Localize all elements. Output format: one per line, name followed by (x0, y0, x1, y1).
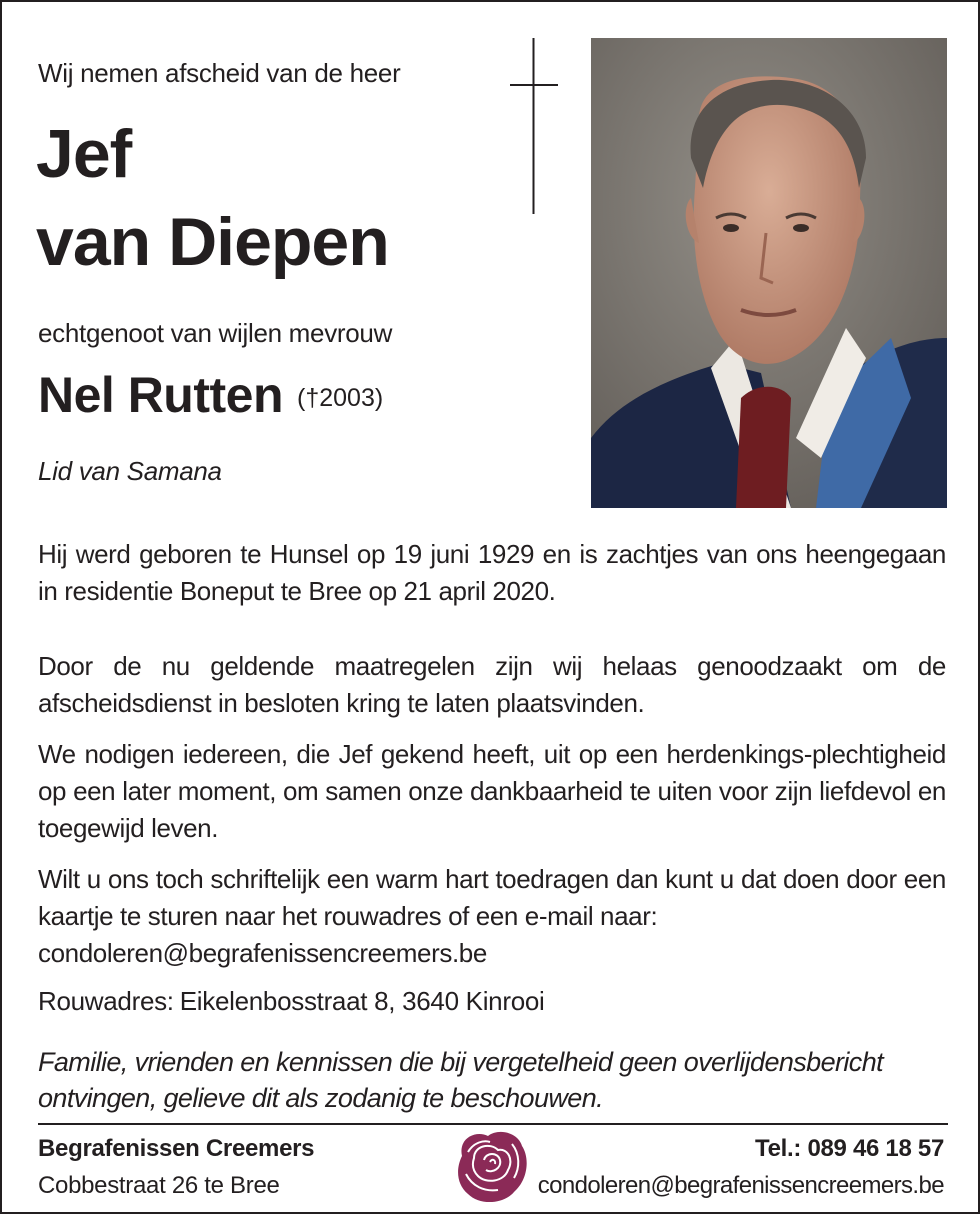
birth-death-paragraph: Hij werd geboren te Hunsel op 19 juni 1929 en is zachtjes van ons heengegaan in residentie Boneput te Bree op 21 april 2020. (38, 539, 946, 606)
address-value: Eikelenbosstraat 8, 3640 Kinrooi (179, 986, 545, 1016)
funeral-home-name: Begrafenissen Creemers (38, 1135, 315, 1162)
spouse-name-line (38, 367, 384, 423)
cross-icon (510, 38, 558, 214)
condolence-paragraph (38, 861, 946, 972)
condolence-email-link[interactable]: condoleren@begrafenissencreemers.be (38, 938, 487, 968)
address-label: Rouwadres: (38, 986, 174, 1016)
funeral-home-address: Cobbestraat 26 te Bree (38, 1172, 280, 1199)
deceased-last-name: van Diepen (36, 204, 389, 280)
funeral-home-email-link[interactable]: condoleren@begrafenissencreemers.be (537, 1172, 944, 1199)
memorial-paragraph: We nodigen iedereen, die Jef gekend heeft, uit op een herdenkings-plechtigheid op een later moment, om samen onze dankbaarheid te uiten voor zijn liefdevol en toegewijd leven. (38, 739, 946, 843)
portrait-photo (591, 38, 947, 508)
spouse-name: Nel Rutten (38, 367, 283, 423)
service-paragraph: Door de nu geldende maatregelen zijn wij helaas genoodzaakt om de afscheidsdienst in besloten kring te laten plaatsvinden. (38, 651, 946, 718)
notice-paragraph: Familie, vrienden en kennissen die bij vergetelheid geen overlijdensbericht ontvingen, gelieve dit als zodanig te beschouwen. (38, 1047, 884, 1113)
deceased-first-name: Jef (36, 116, 132, 192)
intro-line: Wij nemen afscheid van de heer (38, 58, 401, 88)
membership-line: Lid van Samana (38, 456, 222, 486)
footer-divider (38, 1123, 948, 1125)
spouse-years: (†2003) (297, 384, 384, 412)
condolence-text: Wilt u ons toch schriftelijk een warm hart toedragen dan kunt u dat doen door een kaartje te sturen naar het rouwadres of een e-mail naar: (38, 864, 946, 931)
spouse-intro-line: echtgenoot van wijlen mevrouw (38, 318, 393, 348)
mourning-address (38, 986, 545, 1017)
rose-icon (454, 1128, 530, 1206)
funeral-home-phone: Tel.: 089 46 18 57 (755, 1135, 944, 1162)
